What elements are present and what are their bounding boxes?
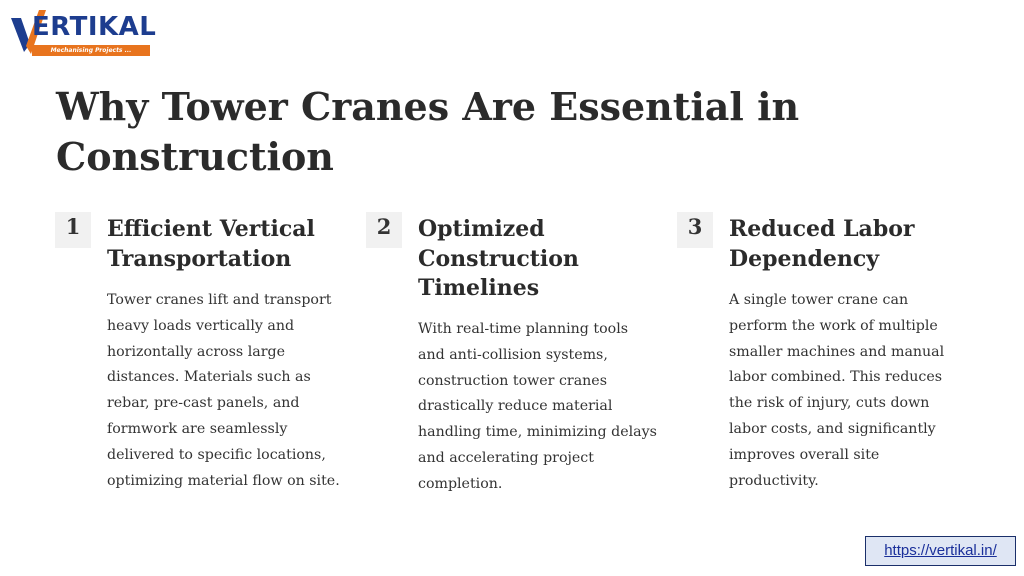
- feature-description: Tower cranes lift and transport heavy loads vertically and horizontally across large distances. Materials such as rebar, pre-cast panels, and formwork are seamlessly delivered to specific locations, optimizing material flow on site.: [107, 292, 340, 489]
- feature-description: A single tower crane can perform the work of multiple smaller machines and manual labor combined. This reduces the risk of injury, cuts down labor costs, and significantly improves overall site productivity.: [729, 292, 945, 489]
- page-title: Why Tower Cranes Are Essential in Construction: [56, 84, 800, 179]
- logo-tagline: Mechanising Projects ...: [32, 45, 150, 56]
- website-link[interactable]: https://vertikal.in/: [865, 536, 1016, 566]
- feature-number-badge: 3: [677, 212, 713, 248]
- feature-heading: Efficient Vertical Transportation: [107, 216, 315, 272]
- logo-wordmark: ERTIKAL: [32, 12, 157, 42]
- feature-description: With real-time planning tools and anti-collision systems, construction tower cranes drastically reduce material handling time, minimizing delays and accelerating project completion.: [418, 321, 657, 492]
- company-logo: [10, 6, 157, 56]
- feature-number-badge: 1: [55, 212, 91, 248]
- feature-number-badge: 2: [366, 212, 402, 248]
- feature-heading: Optimized Construction Timelines: [418, 216, 579, 301]
- feature-heading: Reduced Labor Dependency: [729, 216, 915, 272]
